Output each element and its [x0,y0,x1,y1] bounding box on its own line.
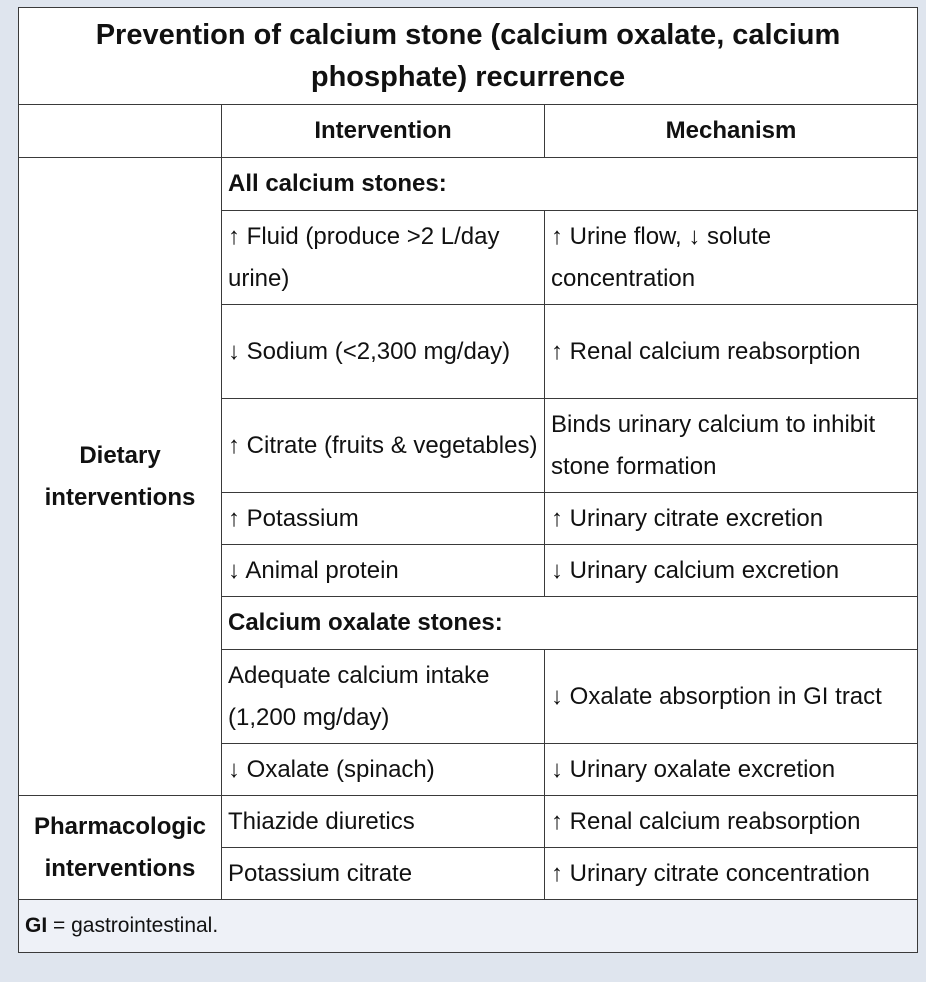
mechanism-cell: Binds urinary calcium to inhibit stone formation [545,399,918,493]
mechanism-cell: ↑ Renal calcium reabsorption [545,305,918,399]
mechanism-cell: ↓ Urinary oxalate excretion [545,744,918,796]
footnote-text: = gastrointestinal. [47,914,219,937]
stone-prevention-table [18,7,918,953]
footnote [19,900,918,953]
all-calcium-stones-heading: All calcium stones: [222,158,918,211]
intervention-cell: ↑ Citrate (fruits & vegetables) [222,399,545,493]
table-frame [18,7,917,953]
intervention-cell: ↓ Oxalate (spinach) [222,744,545,796]
intervention-cell: ↑ Potassium [222,493,545,545]
intervention-cell: Adequate calcium intake (1,200 mg/day) [222,650,545,744]
table-title: Prevention of calcium stone (calcium oxalate, calcium phosphate) recurrence [19,8,918,105]
footnote-row [19,900,918,953]
mechanism-cell: ↑ Urinary citrate concentration [545,848,918,900]
intervention-cell: ↑ Fluid (produce >2 L/day urine) [222,211,545,305]
intervention-cell: Thiazide diuretics [222,796,545,848]
mechanism-cell: ↑ Urinary citrate excretion [545,493,918,545]
table-row [19,158,918,211]
mechanism-cell: ↓ Urinary calcium excretion [545,545,918,597]
header-intervention: Intervention [222,105,545,158]
header-mechanism: Mechanism [545,105,918,158]
header-row [19,105,918,158]
title-row [19,8,918,105]
mechanism-cell: ↓ Oxalate absorption in GI tract [545,650,918,744]
intervention-cell: ↓ Sodium (<2,300 mg/day) [222,305,545,399]
calcium-oxalate-stones-heading: Calcium oxalate stones: [222,597,918,650]
dietary-interventions-label: Dietary interventions [19,158,222,796]
intervention-cell: Potassium citrate [222,848,545,900]
table-row [19,796,918,848]
pharmacologic-interventions-label: Pharmacologic interventions [19,796,222,900]
header-empty [19,105,222,158]
mechanism-cell: ↑ Urine flow, ↓ solute concentration [545,211,918,305]
footnote-abbr: GI [25,914,48,937]
intervention-cell: ↓ Animal protein [222,545,545,597]
mechanism-cell: ↑ Renal calcium reabsorption [545,796,918,848]
